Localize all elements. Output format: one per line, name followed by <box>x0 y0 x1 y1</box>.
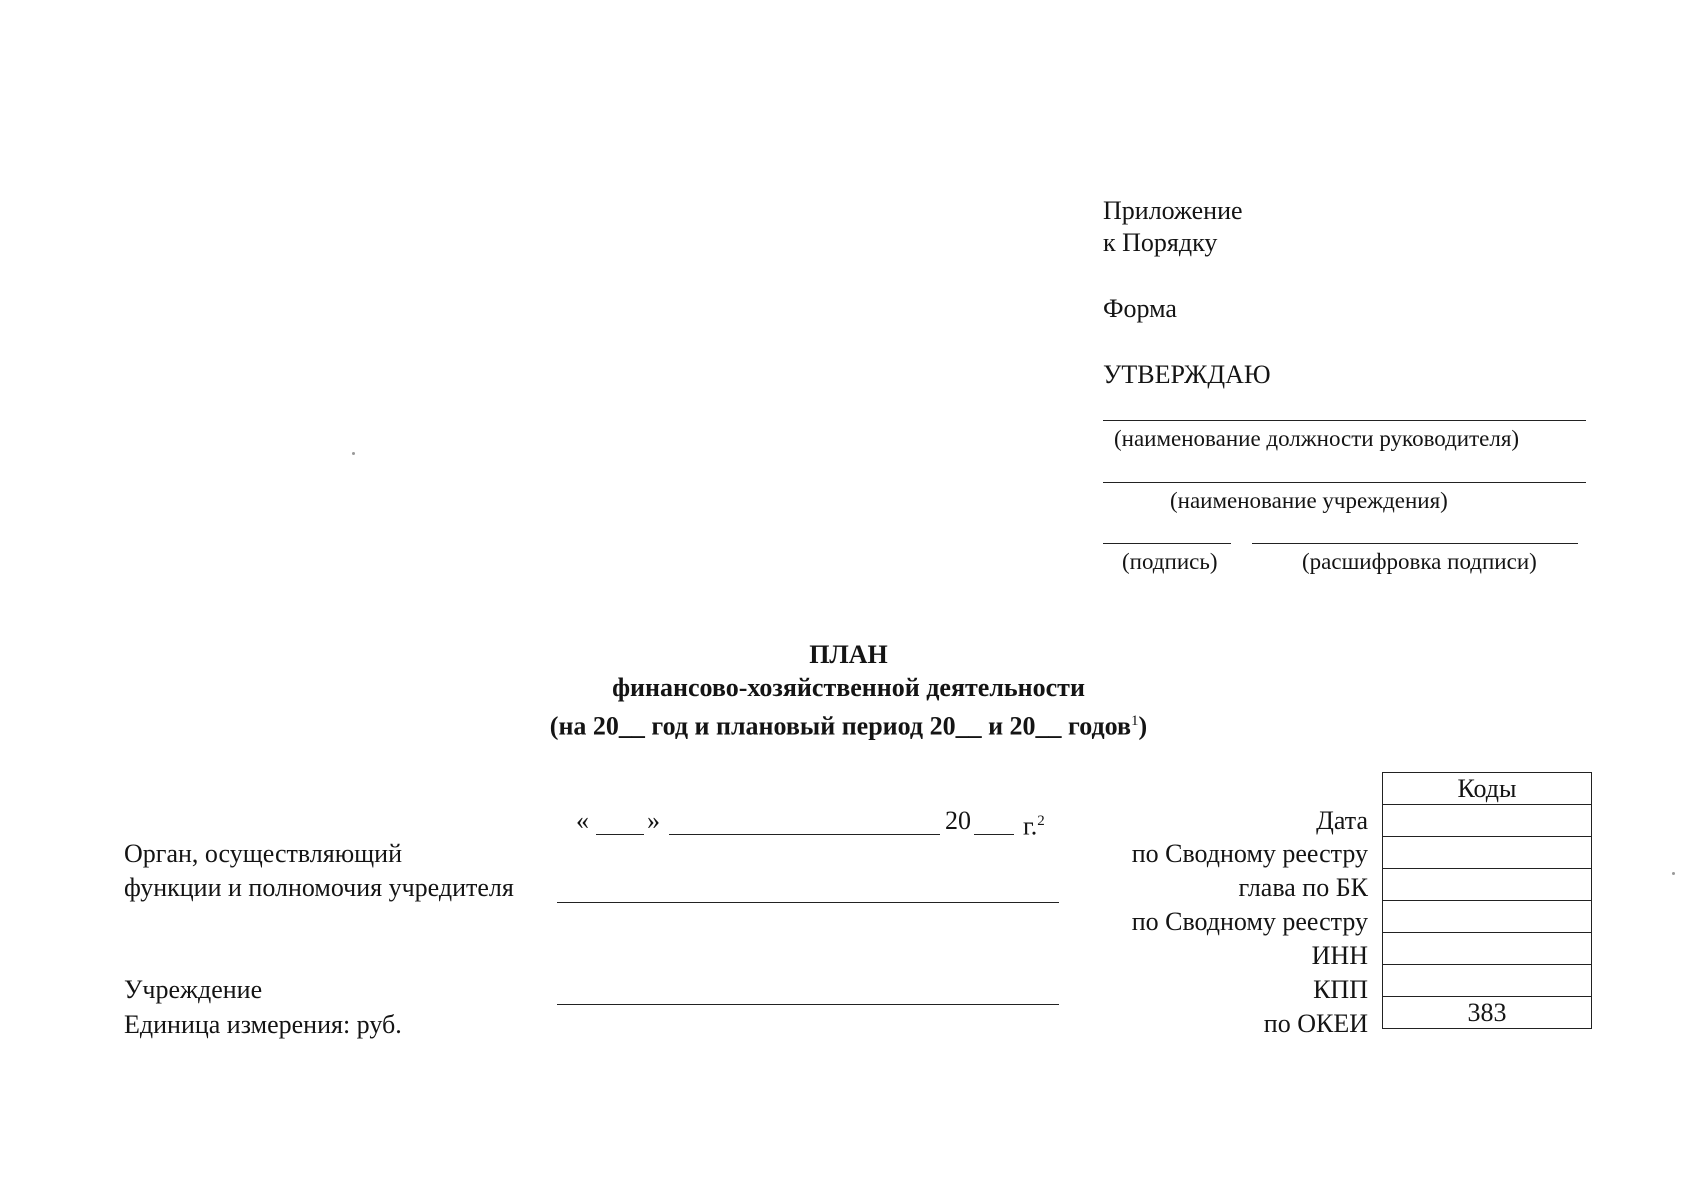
codes-cell-registry <box>1383 837 1592 869</box>
position-caption: (наименование должности руководителя) <box>1114 426 1520 451</box>
founder-value-line <box>557 902 1059 903</box>
date-year-suffix-text: г. <box>1023 811 1038 841</box>
codes-cell-bk-chapter <box>1383 869 1592 901</box>
signature-caption: (подпись) <box>1122 549 1218 574</box>
founder-label-line1: Орган, осуществляющий <box>124 839 402 868</box>
date-year-prefix: 20 <box>945 806 971 835</box>
institution-name-line <box>1103 482 1586 483</box>
date-quote-open: « <box>576 806 589 835</box>
position-line <box>1103 420 1586 421</box>
date-day-line <box>596 834 644 835</box>
scan-speck <box>1672 872 1675 875</box>
plan-period-end: ) <box>1138 711 1148 741</box>
form-label: Форма <box>1103 294 1177 323</box>
plan-period <box>0 706 1697 742</box>
institution-label: Учреждение <box>124 975 263 1004</box>
to-order-label: к Порядку <box>1103 228 1218 257</box>
signature-decoding-caption: (расшифровка подписи) <box>1302 549 1537 574</box>
signature-line <box>1103 543 1231 544</box>
footnote-2-mark: 2 <box>1037 813 1045 829</box>
plan-period-text: (на 20__ год и плановый период 20__ и 20__ годов <box>549 711 1132 741</box>
signature-decoding-line <box>1252 543 1578 544</box>
unit-label: Единица измерения: руб. <box>124 1010 402 1039</box>
institution-name-caption: (наименование учреждения) <box>1170 488 1448 513</box>
date-quote-close: » <box>647 806 660 835</box>
institution-value-line <box>557 1004 1059 1005</box>
codes-label-date: Дата <box>1316 806 1368 835</box>
codes-label-kpp: КПП <box>1313 975 1368 1004</box>
codes-label-registry: по Сводному реестру <box>1131 839 1368 868</box>
plan-title: ПЛАН <box>809 640 888 669</box>
codes-label-okei: по ОКЕИ <box>1263 1009 1368 1038</box>
date-month-line <box>669 834 940 835</box>
footnote-1-mark: 1 <box>1131 713 1139 729</box>
codes-cell-kpp <box>1383 965 1592 997</box>
codes-cell-okei: 383 <box>1383 997 1592 1029</box>
codes-label-registry-2: по Сводному реестру <box>1131 907 1368 936</box>
codes-cell-inn <box>1383 933 1592 965</box>
codes-cell-date <box>1383 805 1592 837</box>
plan-subtitle: финансово-хозяйственной деятельности <box>612 673 1085 702</box>
codes-table <box>1382 772 1592 1029</box>
founder-label-line2: функции и полномочия учредителя <box>124 873 514 902</box>
codes-label-inn: ИНН <box>1311 941 1368 970</box>
codes-label-bk-chapter: глава по БК <box>1238 873 1368 902</box>
approve-heading: УТВЕРЖДАЮ <box>1103 360 1271 389</box>
codes-header: Коды <box>1383 773 1592 805</box>
codes-cell-registry-2 <box>1383 901 1592 933</box>
scan-speck <box>352 452 355 455</box>
appendix-label: Приложение <box>1103 196 1243 225</box>
